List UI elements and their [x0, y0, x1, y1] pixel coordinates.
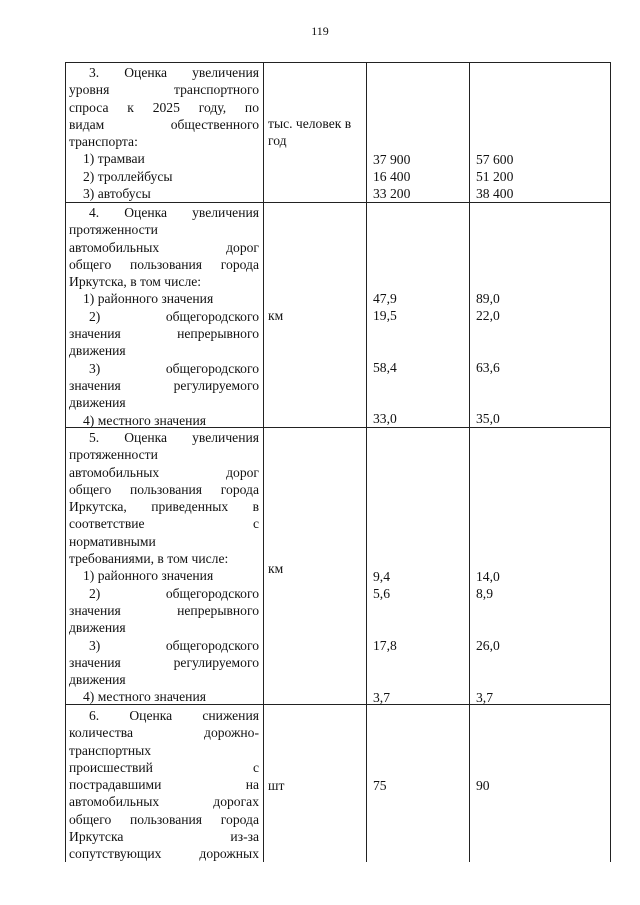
item-label: 1) районного значения — [83, 568, 214, 584]
value-current: 33 200 — [373, 186, 411, 201]
value-target: 14,0 — [476, 569, 500, 584]
value-current: 19,5 — [373, 308, 397, 323]
value-target: 8,9 — [476, 586, 493, 601]
value-target: 22,0 — [476, 308, 500, 323]
item-label: 3) общегородского — [89, 637, 259, 653]
value-current: 17,8 — [373, 638, 397, 653]
value-target: 89,0 — [476, 291, 500, 306]
row-title-line: автомобильных дорог — [69, 464, 259, 480]
item-label: 2) общегородского — [89, 585, 259, 601]
table-row — [69, 707, 259, 863]
item-label: движения — [69, 672, 126, 688]
table-border-top — [65, 62, 611, 63]
row-title-line: Иркутска, в том числе: — [69, 274, 202, 290]
item-label: 4) местного значения — [83, 412, 206, 428]
value-target: 38 400 — [476, 186, 514, 201]
value-current: 47,9 — [373, 291, 397, 306]
item-label: 3) автобусы — [83, 186, 151, 202]
column-divider — [469, 62, 470, 862]
table-row — [69, 429, 259, 706]
row-title-line: автомобильных дорогах — [69, 794, 259, 810]
column-divider — [263, 62, 264, 862]
item-label: значения непрерывного — [69, 602, 259, 618]
table-row — [69, 204, 259, 429]
value-target: 63,6 — [476, 360, 500, 375]
item-label: 1) районного значения — [83, 291, 214, 307]
table-row — [69, 64, 259, 202]
row-title-line: происшествий с — [69, 759, 259, 775]
row-title-line: Иркутска, приведенных в — [69, 499, 259, 515]
value-target: 90 — [476, 778, 490, 793]
item-label: 2) общегородского — [89, 308, 259, 324]
item-label: движения — [69, 343, 126, 359]
row-title-line: транспортных — [69, 742, 152, 758]
table-border-right — [610, 62, 611, 862]
row-title-line: нормативными — [69, 533, 156, 549]
value-current: 3,7 — [373, 690, 390, 705]
unit-label: шт — [268, 778, 285, 793]
row-title-line: 3. Оценка увеличения — [89, 65, 259, 80]
row-title-line: сопутствующих дорожных — [69, 846, 259, 862]
value-target: 35,0 — [476, 411, 500, 426]
value-current: 33,0 — [373, 411, 397, 426]
value-target: 57 600 — [476, 152, 514, 167]
row-title-line: соответствие с — [69, 516, 259, 532]
indicators-table — [65, 62, 611, 862]
item-label: 4) местного значения — [83, 689, 206, 705]
row-title-line: 5. Оценка увеличения — [89, 430, 259, 445]
item-label: 2) троллейбусы — [83, 168, 173, 184]
row-title-line: уровня транспортного — [69, 82, 259, 98]
row-title-line: протяженности — [69, 447, 158, 463]
unit-label: тыс. человек в год — [268, 116, 352, 149]
value-current: 5,6 — [373, 586, 390, 601]
row-title-line: протяженности — [69, 222, 158, 238]
row-title-line: требованиями, в том числе: — [69, 551, 229, 567]
row-title-line: 6. Оценка снижения — [89, 708, 259, 723]
row-title-line: пострадавшими на — [69, 777, 259, 793]
row-title-line: автомобильных дорог — [69, 239, 259, 255]
item-label: 3) общегородского — [89, 360, 259, 376]
item-label: значения регулируемого — [69, 654, 259, 670]
row-title-line: Иркутска из-за — [69, 829, 259, 845]
item-label: 1) трамваи — [83, 151, 145, 167]
row-title-line: количества дорожно- — [69, 725, 259, 741]
value-current: 58,4 — [373, 360, 397, 375]
row-title-line: транспорта: — [69, 134, 138, 150]
row-title-line: 4. Оценка увеличения — [89, 205, 259, 220]
row-title-line: общего пользования города — [69, 811, 259, 827]
value-target: 3,7 — [476, 690, 493, 705]
item-label: движения — [69, 395, 126, 411]
value-target: 51 200 — [476, 169, 514, 184]
unit-label: км — [268, 308, 284, 323]
value-current: 75 — [373, 778, 387, 793]
row-title-line: спроса к 2025 году, по — [69, 99, 259, 115]
row-title-line: видам общественного — [69, 116, 259, 132]
page-number: 119 — [311, 24, 329, 38]
item-label: значения непрерывного — [69, 326, 259, 342]
item-label: движения — [69, 620, 126, 636]
value-current: 9,4 — [373, 569, 390, 584]
value-target: 26,0 — [476, 638, 500, 653]
table-border-left — [65, 62, 66, 862]
column-divider — [366, 62, 367, 862]
row-title-line: общего пользования города — [69, 256, 259, 272]
unit-label: км — [268, 561, 284, 576]
value-current: 16 400 — [373, 169, 411, 184]
row-title-line: общего пользования города — [69, 481, 259, 497]
value-current: 37 900 — [373, 152, 411, 167]
item-label: значения регулируемого — [69, 377, 259, 393]
